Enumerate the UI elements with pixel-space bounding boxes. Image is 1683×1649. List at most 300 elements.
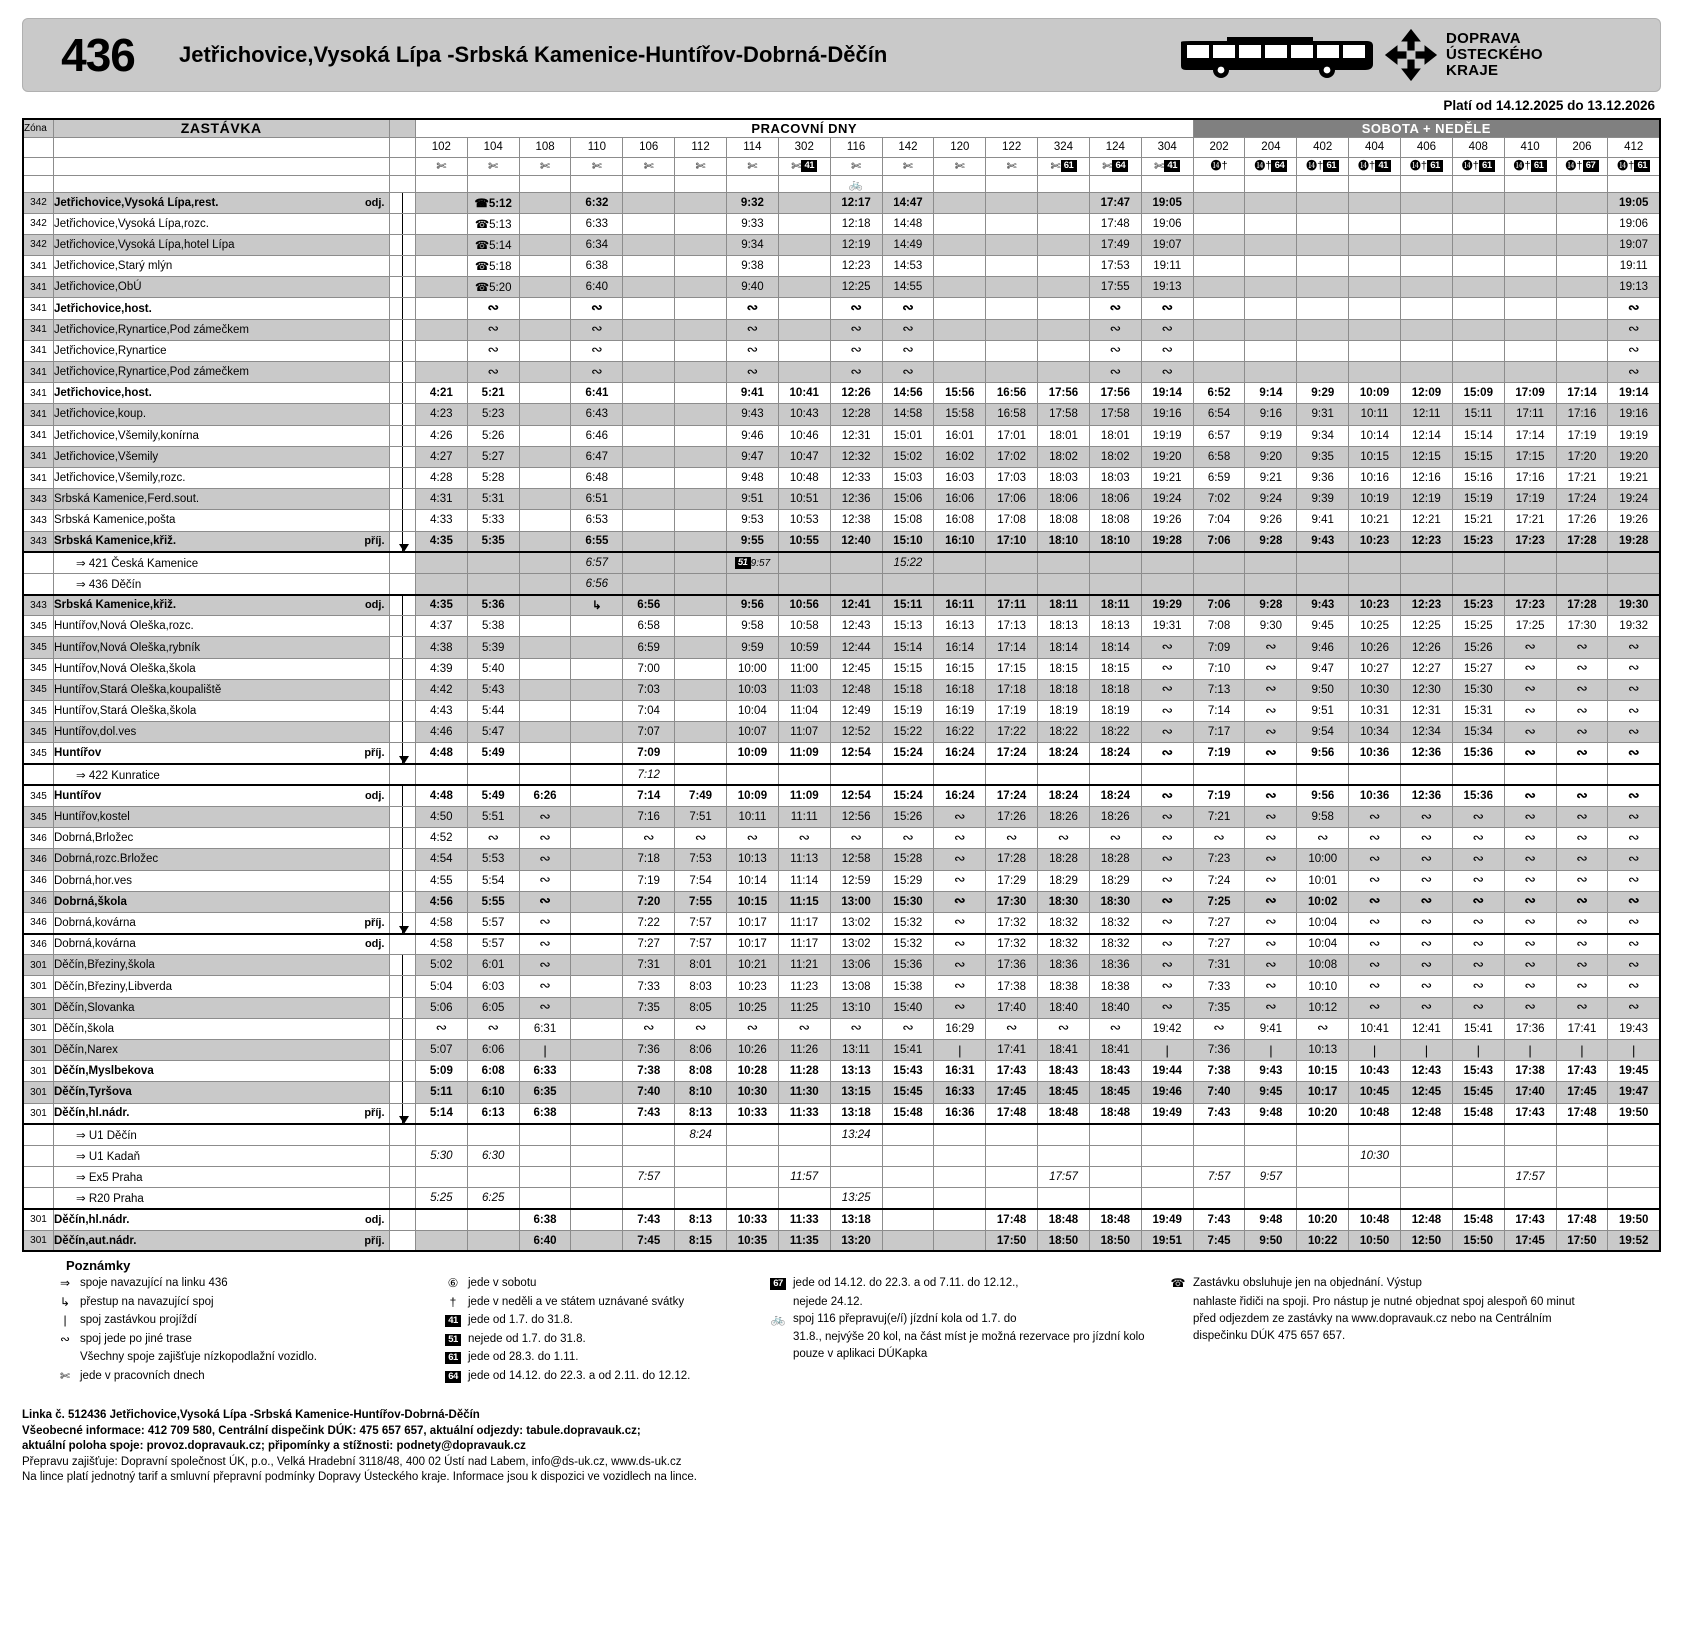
connection-cell: [54, 764, 390, 785]
other-route-mark: ∾: [1109, 343, 1122, 359]
stop-name-cell[interactable]: Děčín,hl.nádr. příj.: [54, 1103, 390, 1124]
time-cell: [1038, 1188, 1090, 1209]
zone-cell: [23, 1124, 54, 1145]
time-cell: 10:55: [778, 531, 830, 552]
time-cell: 19:13: [1608, 277, 1660, 298]
time-cell: 7:36: [1193, 1040, 1245, 1061]
service-number[interactable]: 402: [1297, 137, 1349, 157]
time-cell: [1401, 1040, 1453, 1061]
time-cell: [934, 806, 986, 827]
time-cell: 19:51: [1141, 1230, 1193, 1251]
time-cell: [623, 1124, 675, 1145]
time-cell: 4:35: [415, 595, 467, 616]
time-cell: 14:48: [882, 213, 934, 234]
time-cell: 17:28: [1556, 531, 1608, 552]
stop-name-cell[interactable]: Jetřichovice,Vysoká Lípa,rest. odj.: [54, 192, 390, 213]
service-symbols-2: [467, 175, 519, 192]
time-cell: [1401, 573, 1453, 594]
stop-name-cell[interactable]: Děčín,Tyršova: [54, 1082, 390, 1103]
other-route-mark: ∾: [1161, 894, 1174, 910]
time-cell: 7:24: [1193, 870, 1245, 891]
stop-name-cell[interactable]: Huntířov příj.: [54, 743, 390, 764]
time-cell: 12:30: [1401, 679, 1453, 700]
route-line-cell: [389, 489, 415, 510]
stop-name-cell[interactable]: Srbská Kamenice,křiž. příj.: [54, 531, 390, 552]
note-item: [763, 1275, 1153, 1292]
time-cell: [1089, 340, 1141, 361]
stop-name-cell[interactable]: Huntířov,kostel: [54, 806, 390, 827]
time-cell: [1038, 828, 1090, 849]
time-cell: 7:06: [1193, 531, 1245, 552]
service-number[interactable]: 120: [934, 137, 986, 157]
route-line: [402, 596, 403, 616]
service-number[interactable]: 104: [467, 137, 519, 157]
stop-name-cell[interactable]: Jetřichovice,koup.: [54, 404, 390, 425]
time-cell: [1349, 573, 1401, 594]
time-cell: 10:25: [726, 997, 778, 1018]
service-number[interactable]: 408: [1452, 137, 1504, 157]
time-cell: [986, 362, 1038, 383]
time-cell: 13:20: [830, 1230, 882, 1251]
time-cell: [778, 213, 830, 234]
route-line: [402, 955, 403, 975]
table-row: [23, 679, 1660, 700]
time-cell: [675, 764, 727, 785]
stop-name-cell[interactable]: Jetřichovice,Vysoká Lípa,hotel Lípa: [54, 234, 390, 255]
on-demand-icon: ☎: [474, 239, 490, 252]
time-cell: 18:01: [1038, 425, 1090, 446]
time-cell: [1452, 1188, 1504, 1209]
stop-name-cell[interactable]: Dobrná,rozc.Brložec: [54, 849, 390, 870]
other-route-mark: ∾: [1265, 915, 1277, 931]
service-number[interactable]: 112: [675, 137, 727, 157]
weekday-icon: ✄: [1006, 158, 1017, 173]
time-cell: [1401, 870, 1453, 891]
saturday-icon: ⓮: [1254, 159, 1266, 172]
time-cell: 7:49: [675, 785, 727, 806]
table-row: [23, 1040, 1660, 1061]
stop-name-cell[interactable]: Děčín,Slovanka: [54, 997, 390, 1018]
table-row: [23, 934, 1660, 955]
time-cell: 17:16: [1556, 404, 1608, 425]
stop-name-cell[interactable]: Dobrná,kovárna příj.: [54, 912, 390, 933]
route-line-cell: [389, 1082, 415, 1103]
time-cell: [467, 1167, 519, 1188]
time-cell: 12:45: [1401, 1082, 1453, 1103]
time-cell: 18:02: [1038, 446, 1090, 467]
time-cell: 9:56: [1297, 785, 1349, 806]
service-number[interactable]: 114: [726, 137, 778, 157]
time-cell: 18:43: [1038, 1061, 1090, 1082]
table-row: [23, 340, 1660, 361]
time-cell: 9:43: [1297, 531, 1349, 552]
stop-name-cell[interactable]: Jetřichovice,Všemily,rozc.: [54, 467, 390, 488]
time-cell: 4:27: [415, 446, 467, 467]
route-line-cell: [389, 340, 415, 361]
time-cell: 9:39: [1297, 489, 1349, 510]
other-route-mark: ∾: [539, 1000, 551, 1016]
time-cell: 14:53: [882, 256, 934, 277]
time-cell: 12:09: [1401, 383, 1453, 404]
time-cell: 19:32: [1608, 616, 1660, 637]
time-cell: [1349, 192, 1401, 213]
time-cell: 5:39: [467, 637, 519, 658]
time-cell: [1504, 955, 1556, 976]
stop-name-cell[interactable]: Srbská Kamenice,Ferd.sout.: [54, 489, 390, 510]
stop-name-cell[interactable]: Děčín,Březiny,Libverda: [54, 976, 390, 997]
other-route-mark: ∾: [539, 809, 551, 825]
time-cell: 11:35: [778, 1230, 830, 1251]
time-cell: 12:59: [830, 870, 882, 891]
time-cell: 10:12: [1297, 997, 1349, 1018]
time-cell: [623, 1018, 675, 1039]
time-cell: [1556, 997, 1608, 1018]
time-cell: 17:21: [1556, 467, 1608, 488]
other-route-mark: ∾: [1524, 873, 1536, 889]
time-cell: [778, 552, 830, 573]
zone-cell: 301: [23, 1061, 54, 1082]
time-cell: [726, 1145, 778, 1166]
time-cell: 19:46: [1141, 1082, 1193, 1103]
time-cell: [1349, 1040, 1401, 1061]
time-cell: 17:45: [986, 1082, 1038, 1103]
zone-cell: 301: [23, 1230, 54, 1251]
time-cell: [778, 340, 830, 361]
service-number[interactable]: 202: [1193, 137, 1245, 157]
time-cell: [1141, 976, 1193, 997]
bus-icon: [1169, 19, 1384, 91]
route-line-cell: [389, 277, 415, 298]
time-cell: [882, 362, 934, 383]
time-cell: 16:03: [934, 467, 986, 488]
time-cell: [519, 213, 571, 234]
time-cell: [1401, 1167, 1453, 1188]
other-route-mark: ∾: [1368, 830, 1381, 846]
time-cell: [675, 425, 727, 446]
service-symbols-2: [1556, 175, 1608, 192]
note-symbol: †: [449, 1294, 457, 1309]
other-route-mark: ∾: [1627, 661, 1640, 677]
time-cell: [934, 277, 986, 298]
time-cell: [571, 976, 623, 997]
stop-name-cell[interactable]: Jetřichovice,Vysoká Lípa,rozc.: [54, 213, 390, 234]
stop-name-cell[interactable]: Jetřichovice,Rynartice,Pod zámečkem: [54, 319, 390, 340]
time-cell: 4:28: [415, 467, 467, 488]
other-route-mark: ∾: [746, 343, 759, 359]
time-cell: 15:01: [882, 425, 934, 446]
service-number[interactable]: 204: [1245, 137, 1297, 157]
time-cell: [623, 213, 675, 234]
service-symbols: [675, 157, 727, 175]
time-cell: 19:16: [1141, 404, 1193, 425]
service-number[interactable]: 324: [1038, 137, 1090, 157]
stop-name-cell[interactable]: Dobrná,hor.ves: [54, 870, 390, 891]
stop-name-cell[interactable]: Huntířov,Nová Oleška,rozc.: [54, 616, 390, 637]
table-row: [23, 870, 1660, 891]
stop-name-cell[interactable]: Huntířov,Stará Oleška,koupaliště: [54, 679, 390, 700]
zone-cell: 343: [23, 510, 54, 531]
service-number[interactable]: 108: [519, 137, 571, 157]
time-cell: [1401, 997, 1453, 1018]
service-symbols-2: [623, 175, 675, 192]
stop-name-cell[interactable]: Jetřichovice,Rynartice,Pod zámečkem: [54, 362, 390, 383]
zone-cell: 346: [23, 870, 54, 891]
service-number[interactable]: 302: [778, 137, 830, 157]
stop-name-cell[interactable]: Huntířov odj.: [54, 785, 390, 806]
service-number[interactable]: 110: [571, 137, 623, 157]
time-cell: [1245, 573, 1297, 594]
route-line: [402, 510, 403, 530]
service-number[interactable]: 404: [1349, 137, 1401, 157]
time-cell: 12:58: [830, 849, 882, 870]
table-row: [23, 256, 1660, 277]
stop-name-cell[interactable]: Jetřichovice,Všemily: [54, 446, 390, 467]
time-cell: 19:11: [1608, 256, 1660, 277]
service-number[interactable]: 206: [1556, 137, 1608, 157]
passes-stop-mark: |: [1476, 1042, 1480, 1058]
other-route-mark: ∾: [953, 915, 966, 931]
service-number[interactable]: 102: [415, 137, 467, 157]
other-route-mark: ∾: [1368, 1000, 1381, 1016]
note-item: [438, 1331, 753, 1348]
time-cell: [1193, 573, 1245, 594]
stop-name-cell[interactable]: Děčín,hl.nádr. odj.: [54, 1209, 390, 1230]
time-cell: 13:06: [830, 955, 882, 976]
service-number[interactable]: 106: [623, 137, 675, 157]
time-cell: [1401, 234, 1453, 255]
stop-name-cell[interactable]: Děčín,Březiny,škola: [54, 955, 390, 976]
note-text: spoje navazující na linku 436: [80, 1277, 228, 1290]
time-cell: 10:21: [726, 955, 778, 976]
note-symbol: ∾: [59, 1331, 71, 1346]
time-cell: [1608, 806, 1660, 827]
time-cell: 17:30: [1556, 616, 1608, 637]
time-cell: 5:02: [415, 955, 467, 976]
route-line: [402, 320, 403, 340]
other-route-mark: ∾: [953, 979, 966, 995]
time-cell: [675, 383, 727, 404]
time-cell: 17:38: [986, 976, 1038, 997]
stop-name-cell[interactable]: Jetřichovice,Starý mlýn: [54, 256, 390, 277]
service-number[interactable]: 116: [830, 137, 882, 157]
note-item: [438, 1349, 753, 1366]
time-cell: 18:29: [1038, 870, 1090, 891]
time-cell: 13:08: [830, 976, 882, 997]
time-cell: 7:38: [1193, 1061, 1245, 1082]
service-number[interactable]: 406: [1401, 137, 1453, 157]
table-row: [23, 277, 1660, 298]
time-cell: [1608, 573, 1660, 594]
time-cell: 9:48: [1245, 1103, 1297, 1124]
time-cell: [1141, 722, 1193, 743]
time-cell: [778, 234, 830, 255]
connection-label: 422 Kunratice: [88, 769, 160, 782]
service-symbols-2: [1245, 175, 1297, 192]
time-cell: 10:14: [726, 870, 778, 891]
other-route-mark: ∾: [1265, 851, 1277, 867]
service-symbols-2: [882, 175, 934, 192]
route-line: [402, 489, 403, 509]
other-route-mark: ∾: [1161, 682, 1174, 698]
time-cell: [1141, 1124, 1193, 1145]
note-item: [50, 1312, 428, 1329]
zone-cell: 342: [23, 213, 54, 234]
route-line: [402, 701, 403, 721]
transfer-mark: ↳: [592, 600, 602, 613]
stop-name-cell[interactable]: Huntířov,Stará Oleška,škola: [54, 701, 390, 722]
time-cell: 11:00: [778, 658, 830, 679]
time-cell: [675, 701, 727, 722]
time-cell: [519, 764, 571, 785]
time-cell: 10:27: [1349, 658, 1401, 679]
time-cell: [1245, 1124, 1297, 1145]
route-line-cell: [389, 891, 415, 912]
stop-name-cell[interactable]: Dobrná,kovárna odj.: [54, 934, 390, 955]
time-cell: [934, 234, 986, 255]
other-route-mark: ∾: [487, 322, 500, 338]
time-cell: 12:41: [830, 595, 882, 616]
zone-cell: 345: [23, 679, 54, 700]
weekday-icon: ✄: [791, 158, 802, 173]
stop-name-cell[interactable]: Děčín,aut.nádr. příj.: [54, 1230, 390, 1251]
time-cell: 15:56: [934, 383, 986, 404]
service-number[interactable]: 124: [1089, 137, 1141, 157]
time-cell: [571, 806, 623, 827]
time-cell: [1349, 256, 1401, 277]
time-cell: 17:48: [986, 1209, 1038, 1230]
connection-cell: [54, 1124, 390, 1145]
stop-name-cell[interactable]: Jetřichovice,host.: [54, 383, 390, 404]
other-route-mark: ∾: [539, 979, 551, 995]
time-cell: [986, 192, 1038, 213]
passes-stop-mark: |: [1580, 1042, 1584, 1058]
stop-name-cell[interactable]: Děčín,Narex: [54, 1040, 390, 1061]
other-route-mark: ∾: [1420, 979, 1433, 995]
time-cell: 17:25: [1504, 616, 1556, 637]
time-cell: [1504, 997, 1556, 1018]
time-cell: [1297, 234, 1349, 255]
time-cell: [1141, 764, 1193, 785]
time-cell: [1452, 997, 1504, 1018]
stop-name-cell[interactable]: Huntířov,dol.ves: [54, 722, 390, 743]
time-cell: [1038, 277, 1090, 298]
time-cell: 6:51: [571, 489, 623, 510]
time-cell: [571, 1061, 623, 1082]
time-cell: 18:30: [1089, 891, 1141, 912]
time-cell: [1245, 1188, 1297, 1209]
time-cell: [1089, 319, 1141, 340]
time-cell: 7:51: [675, 806, 727, 827]
time-cell: [1452, 1167, 1504, 1188]
saturday-icon: ⓮: [1565, 159, 1577, 172]
time-cell: [882, 340, 934, 361]
time-cell: 17:40: [986, 997, 1038, 1018]
weekday-icon: ✄: [1102, 158, 1113, 173]
route-line: [402, 998, 403, 1018]
time-cell: [1608, 743, 1660, 764]
time-cell: 17:11: [1504, 404, 1556, 425]
time-cell: [467, 319, 519, 340]
time-cell: [675, 489, 727, 510]
stop-name-cell[interactable]: Jetřichovice,Rynartice: [54, 340, 390, 361]
time-cell: [1038, 362, 1090, 383]
service-number[interactable]: 304: [1141, 137, 1193, 157]
route-line-cell: [389, 552, 415, 573]
service-number[interactable]: 412: [1608, 137, 1660, 157]
time-cell: [934, 997, 986, 1018]
time-cell: 9:56: [726, 595, 778, 616]
time-cell: 10:02: [1297, 891, 1349, 912]
time-cell: [986, 298, 1038, 319]
time-cell: 7:22: [623, 912, 675, 933]
service-number[interactable]: 142: [882, 137, 934, 157]
stop-name-cell[interactable]: Dobrná,škola: [54, 891, 390, 912]
service-number[interactable]: 122: [986, 137, 1038, 157]
other-route-mark: ∾: [1627, 830, 1640, 846]
time-cell: 8:06: [675, 1040, 727, 1061]
time-cell: 18:10: [1038, 531, 1090, 552]
time-cell: 18:41: [1089, 1040, 1141, 1061]
time-cell: 9:40: [726, 277, 778, 298]
time-cell: [1401, 213, 1453, 234]
stop-name-cell[interactable]: Děčín,Myslbekova: [54, 1061, 390, 1082]
stop-name-cell[interactable]: Srbská Kamenice,křiž. odj.: [54, 595, 390, 616]
route-line-cell: [389, 743, 415, 764]
other-route-mark: ∾: [1524, 979, 1536, 995]
other-route-mark: ∾: [1576, 788, 1588, 804]
stop-name-cell[interactable]: Dobrná,Brložec: [54, 828, 390, 849]
time-cell: [519, 976, 571, 997]
time-cell: [1297, 1188, 1349, 1209]
time-cell: [1608, 1124, 1660, 1145]
time-cell: [1504, 891, 1556, 912]
time-cell: [1504, 785, 1556, 806]
time-cell: [1349, 891, 1401, 912]
route-line-cell: [389, 870, 415, 891]
time-cell: [1608, 340, 1660, 361]
stop-name-cell[interactable]: Huntířov,Nová Oleška,škola: [54, 658, 390, 679]
service-number[interactable]: 410: [1504, 137, 1556, 157]
time-cell: [1556, 1188, 1608, 1209]
stop-name-cell[interactable]: Jetřichovice,ObÚ: [54, 277, 390, 298]
time-cell: 15:32: [882, 912, 934, 933]
time-cell: [1349, 1188, 1401, 1209]
other-route-mark: ∾: [1265, 894, 1277, 910]
stop-name-cell[interactable]: Jetřichovice,Všemily,konírna: [54, 425, 390, 446]
time-cell: 17:11: [986, 595, 1038, 616]
route-line: [402, 193, 403, 213]
time-cell: 12:25: [1401, 616, 1453, 637]
service-symbols-2: [571, 175, 623, 192]
time-cell: 8:08: [675, 1061, 727, 1082]
stop-name-cell[interactable]: Huntířov,Nová Oleška,rybník: [54, 637, 390, 658]
time-cell: [623, 552, 675, 573]
time-cell: [519, 362, 571, 383]
stop-name-cell[interactable]: Jetřichovice,host.: [54, 298, 390, 319]
zone-cell: 345: [23, 701, 54, 722]
service-symbols-2: [1038, 175, 1090, 192]
time-cell: [415, 1124, 467, 1145]
time-cell: [1141, 362, 1193, 383]
time-cell: 9:41: [1297, 510, 1349, 531]
time-cell: 6:32: [571, 192, 623, 213]
saturday-icon: ⓮: [1409, 159, 1421, 172]
note-text: jede od 14.12. do 22.3. a od 2.11. do 12.12.: [468, 1369, 691, 1382]
stop-name-cell[interactable]: Děčín,škola: [54, 1018, 390, 1039]
time-cell: 18:29: [1089, 870, 1141, 891]
stop-name-cell[interactable]: Srbská Kamenice,pošta: [54, 510, 390, 531]
time-cell: 17:24: [986, 785, 1038, 806]
